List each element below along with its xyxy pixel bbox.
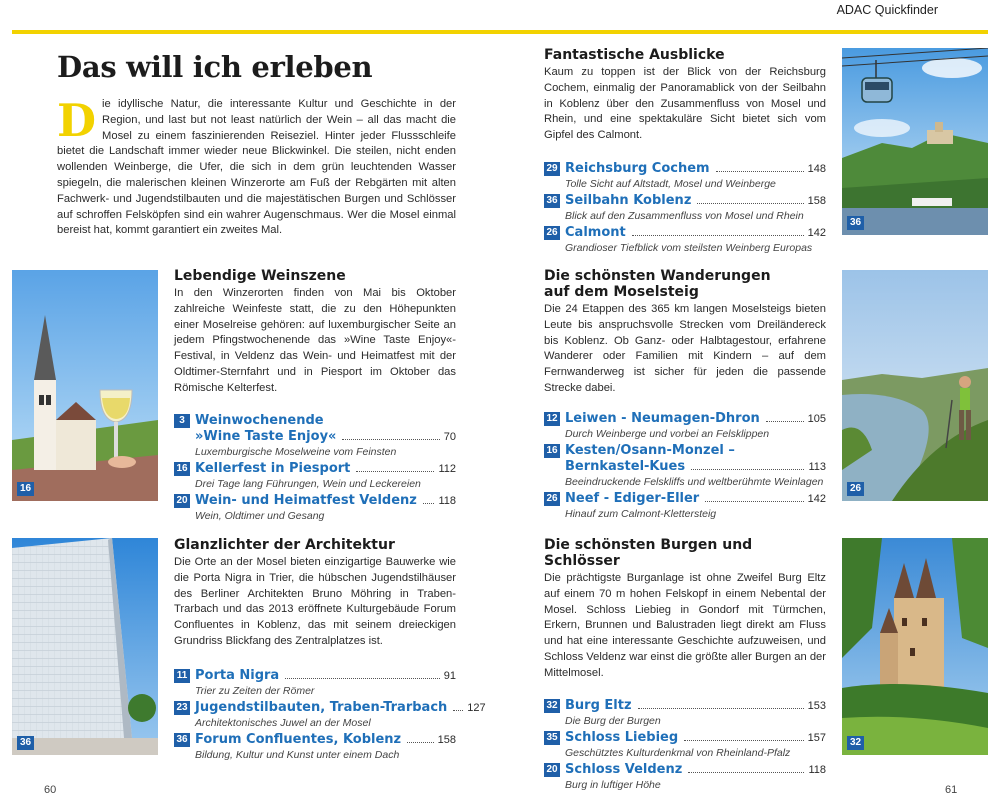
photo-badge: 36 (17, 736, 34, 750)
entry-description: Die Burg der Burgen (565, 714, 661, 727)
section-weinszene (174, 268, 456, 525)
entry-number-badge: 3 (174, 414, 190, 428)
entry-number-badge: 26 (544, 492, 560, 506)
entry-description: Geschütztes Kulturdenkmal von Rheinland-Pfalz (565, 746, 791, 759)
entry-list (174, 667, 486, 762)
entry-number-badge: 23 (174, 701, 190, 715)
photo-weinszene (12, 270, 158, 501)
list-item[interactable] (544, 698, 826, 728)
entry-number-badge: 36 (174, 733, 190, 747)
castle-photo (842, 538, 988, 755)
entry-number-badge: 12 (544, 412, 560, 426)
list-item[interactable] (544, 443, 826, 489)
entry-list (174, 413, 456, 523)
list-item[interactable] (544, 161, 826, 191)
entry-description: Tolle Sicht auf Altstadt, Mosel und Weinberge (565, 177, 776, 190)
section-title-line2: auf dem Moselsteig (544, 284, 699, 300)
running-head: ADAC Quickfinder (836, 3, 938, 17)
entry-list (544, 161, 826, 255)
entry-title[interactable]: Seilbahn Koblenz (565, 192, 692, 208)
leader-dots (766, 421, 804, 422)
section-title: Glanzlichter der Architektur (174, 537, 395, 553)
section-title: Fantastische Ausblicke (544, 47, 725, 63)
entry-page: 127 (467, 701, 486, 714)
leader-dots (342, 439, 439, 440)
leader-dots (716, 171, 804, 172)
entry-number-badge: 35 (544, 731, 560, 745)
leader-dots (638, 708, 804, 709)
entry-page: 142 (807, 226, 826, 239)
entry-title[interactable]: Reichsburg Cochem (565, 160, 710, 176)
section-title: Die schönsten Wanderungen (544, 268, 771, 284)
entry-page: 142 (807, 492, 826, 505)
intro-text: ie idyllische Natur, die interessante Kultur und Geschichte in der Region, und last but not least natürlich der Wein – all das macht die Mosel zu einem faszinierenden Reiseziel. Hinter jeder Flussschleife bietet die Landschaft immer wieder neue Blickwinkel. Die steilen, nicht enden wollenden Weinberge, die Ufer, die sich in dem grün leuchtenden Wasser spiegeln, die malerischen kleinen Winzerorte am Fuß der Rebgärten mit alten Fachwerk- und Jugendstilbauten und die majestätischen Burgen und Schlösser auf schroffen Felsköpfen sind ein wahrer Augenschmaus. Wer die Mosel einmal bereist hat, kommt garantiert ein zweites Mal. (57, 98, 456, 237)
list-item[interactable] (174, 699, 486, 730)
photo-seilbahn-koblenz (842, 48, 988, 235)
entry-number-badge: 32 (544, 699, 560, 713)
entry-title[interactable]: Leiwen - Neumagen-Dhron (565, 410, 760, 426)
leader-dots (423, 503, 435, 504)
page-title: Das will ich erleben (57, 50, 373, 84)
entry-title[interactable]: Porta Nigra (195, 667, 280, 683)
section-wanderungen (544, 268, 826, 523)
entry-number-badge: 29 (544, 162, 560, 176)
photo-moselsteig (842, 270, 988, 501)
entry-number-badge: 20 (544, 763, 560, 777)
hiker-photo (842, 270, 988, 501)
entry-description: Grandioser Tiefblick vom steilsten Weinberg Europas (565, 241, 813, 254)
photo-forum-confluentes (12, 538, 158, 755)
entry-number-badge: 11 (174, 669, 190, 683)
drop-cap: D (57, 94, 97, 147)
entry-title[interactable]: Forum Confluentes, Koblenz (195, 731, 402, 747)
leader-dots (688, 772, 804, 773)
page-number-left: 60 (44, 784, 57, 796)
entry-page: 158 (437, 733, 456, 746)
section-architektur (174, 537, 486, 764)
entry-page: 70 (443, 430, 456, 443)
entry-list (544, 411, 826, 521)
entry-title[interactable]: Neef - Ediger-Eller (565, 490, 700, 506)
entry-number-badge: 16 (544, 444, 560, 458)
entry-description: Bildung, Kultur und Kunst unter einem Dach (195, 748, 400, 761)
church-wine-photo (12, 270, 158, 501)
section-text: In den Winzerorten finden von Mai bis Oktober zahlreiche Weinfeste statt, die zu den Höhepunkten einer Moselreise gehören: auf luxemburgischer Seite an jedem Pfingstwochenende das »Wine Taste Enjoy«-Festival, in Veldenz das Wein- und Heimatfest mit der Oldtimer-Sternfahrt und in Piesport im Oktober das Römische Kelterfest. (174, 287, 456, 394)
leader-dots (697, 203, 803, 204)
list-item[interactable] (174, 461, 456, 491)
section-title: Die schönsten Burgen und Schlösser (544, 537, 753, 569)
entry-title-line1[interactable]: Kesten/Osann-Monzel – (565, 442, 735, 458)
entry-description: Hinauf zum Calmont-Klettersteig (565, 507, 717, 520)
list-item[interactable] (174, 732, 456, 762)
section-ausblicke (544, 47, 826, 257)
entry-title[interactable]: Burg Eltz (565, 697, 632, 713)
list-item[interactable] (544, 491, 826, 521)
photo-badge: 16 (17, 482, 34, 496)
list-item[interactable] (544, 225, 826, 255)
list-item[interactable] (544, 730, 826, 760)
entry-title-line1[interactable]: Weinwochenende (195, 412, 324, 428)
section-text: Die prächtigste Burganlage ist ohne Zweifel Burg Eltz auf einem 70 m hohen Felskopf in einem Nebental der Mosel. Schloss Liebieg in Gondorf mit Türmchen, Erkern, Brunnen und Balustraden liegt direkt am Fluss und hat eine interessante Geschichte aufzuweisen, und Schloss Veldenz war einst die größte aller Burgen an der Mittelmosel. (544, 572, 826, 679)
entry-page: 112 (438, 462, 456, 475)
leader-dots (691, 469, 804, 470)
entry-page: 158 (807, 194, 826, 207)
entry-number-badge: 26 (544, 226, 560, 240)
entry-page: 157 (807, 731, 826, 744)
list-item[interactable] (174, 413, 456, 459)
list-item[interactable] (174, 493, 456, 523)
entry-page: 105 (807, 412, 826, 425)
entry-description: Architektonisches Juwel an der Mosel (195, 716, 371, 729)
section-burgen (544, 537, 826, 794)
photo-badge: 26 (847, 482, 864, 496)
entry-description: Luxemburgische Moselweine vom Feinsten (195, 445, 397, 458)
entry-title[interactable]: Schloss Liebieg (565, 729, 679, 745)
entry-description: Trier zu Zeiten der Römer (195, 684, 315, 697)
entry-page: 118 (808, 763, 826, 776)
leader-dots (632, 235, 804, 236)
section-text: Kaum zu toppen ist der Blick von der Reichsburg Cochem, einmalig der Panoramablick von der Seilbahn in Koblenz über den Zusammenfluss von Mosel und Rhein, und eine spektakuläre Sicht bietet sich vom Gipfel des Calmont. (544, 66, 826, 142)
intro-paragraph (57, 94, 456, 239)
leader-dots (285, 678, 440, 679)
list-item[interactable] (544, 411, 826, 441)
entry-title[interactable]: Calmont (565, 224, 626, 240)
leader-dots (407, 742, 434, 743)
entry-title[interactable]: Kellerfest in Piesport (195, 460, 351, 476)
cable-car-photo (842, 48, 988, 235)
page-number-right: 61 (945, 784, 958, 796)
photo-badge: 32 (847, 736, 864, 750)
entry-description: Beeindruckende Felskliffs und weltberühmte Weinlagen (565, 475, 824, 488)
entry-page: 91 (443, 669, 456, 682)
entry-page: 153 (807, 699, 826, 712)
entry-title[interactable]: »Wine Taste Enjoy« (195, 428, 337, 444)
leader-dots (684, 740, 803, 741)
entry-number-badge: 36 (544, 194, 560, 208)
entry-page: 148 (807, 162, 826, 175)
entry-page: 118 (438, 494, 456, 507)
entry-description: Wein, Oldtimer und Gesang (195, 509, 325, 522)
entry-description: Burg in luftiger Höhe (565, 778, 661, 791)
section-text: Die 24 Etappen des 365 km langen Moselsteigs bieten Leute bis anspruchsvolle Strecken vom Dreiländereck bis Koblenz. Ob Ganz- oder Halbtagestour, erfahrene Wanderer oder Familien mit Kindern – auf dem Fernwanderweg ist sicher für jeden die passende Strecke dabei. (544, 303, 826, 394)
leader-dots (705, 501, 803, 502)
entry-title[interactable]: Wein- und Heimatfest Veldenz (195, 492, 417, 508)
yellow-top-rule (12, 30, 988, 34)
list-item[interactable] (174, 668, 456, 698)
list-item[interactable] (544, 193, 826, 223)
entry-title[interactable]: Jugendstilbauten, Traben-Trarbach (195, 699, 448, 715)
entry-description: Durch Weinberge und vorbei an Felsklippen (565, 427, 770, 440)
entry-description: Drei Tage lang Führungen, Wein und Leckereien (195, 477, 421, 490)
entry-list (544, 698, 826, 792)
section-title: Lebendige Weinszene (174, 268, 346, 284)
list-item[interactable] (544, 762, 826, 792)
photo-badge: 36 (847, 216, 864, 230)
entry-title[interactable]: Schloss Veldenz (565, 761, 683, 777)
entry-description: Blick auf den Zusammenfluss von Mosel und Rhein (565, 209, 804, 222)
entry-number-badge: 16 (174, 462, 190, 476)
entry-number-badge: 20 (174, 494, 190, 508)
entry-title[interactable]: Bernkastel-Kues (565, 458, 686, 474)
leader-dots (356, 471, 434, 472)
photo-burg-eltz (842, 538, 988, 755)
entry-page: 113 (808, 460, 826, 473)
building-photo (12, 538, 158, 755)
section-text: Die Orte an der Mosel bieten einzigartige Bauwerke wie die Porta Nigra in Trier, die hübschen Jugendstilhäuser des Berliner Architekten Bruno Möhring in Traben-Trarbach und das 2013 eröffnete Kulturgebäude Forum Confluentes in Koblenz, das mit seinem dreieckigen Grundriss Blickfang des Zentralplatzes ist. (174, 556, 456, 647)
leader-dots (453, 710, 463, 711)
